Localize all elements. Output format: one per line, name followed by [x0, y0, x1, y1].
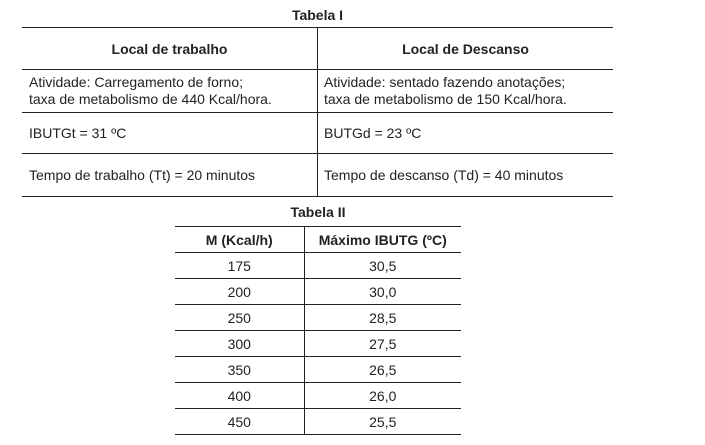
header-metabolismo: M (Kcal/h) [175, 227, 304, 253]
table-1-header-row [22, 28, 613, 70]
cell-m: 350 [175, 357, 304, 383]
table-row [22, 70, 613, 113]
table-row [175, 357, 461, 383]
table-2 [175, 226, 461, 435]
table-1 [22, 27, 613, 197]
header-local-trabalho: Local de trabalho [22, 28, 318, 70]
cell-m: 450 [175, 409, 304, 435]
cell-atividade-descanso [318, 70, 614, 113]
table-2-caption: Tabela II [290, 204, 346, 220]
cell-m: 400 [175, 383, 304, 409]
header-local-descanso: Local de Descanso [318, 28, 614, 70]
table-row [175, 305, 461, 331]
table-row [175, 279, 461, 305]
cell-m: 200 [175, 279, 304, 305]
cell-tempo-descanso: Tempo de descanso (Td) = 40 minutos [318, 154, 614, 197]
cell-max-ibutg: 30,0 [304, 279, 461, 305]
header-maximo-ibutg: Máximo IBUTG (ºC) [304, 227, 461, 253]
cell-ibutg-trabalho: IBUTGt = 31 ºC [22, 113, 318, 154]
table-2-header-row [175, 227, 461, 253]
cell-m: 175 [175, 253, 304, 279]
cell-max-ibutg: 26,0 [304, 383, 461, 409]
table-row [22, 154, 613, 197]
table-row [22, 113, 613, 154]
cell-text-line: Atividade: sentado fazendo anotações; [324, 74, 566, 90]
table-row [175, 253, 461, 279]
cell-max-ibutg: 25,5 [304, 409, 461, 435]
cell-text-line: taxa de metabolismo de 150 Kcal/hora. [324, 91, 567, 107]
cell-ibutg-descanso: BUTGd = 23 ºC [318, 113, 614, 154]
cell-text-line: Atividade: Carregamento de forno; [29, 74, 244, 90]
cell-tempo-trabalho: Tempo de trabalho (Tt) = 20 minutos [22, 154, 318, 197]
table-row [175, 331, 461, 357]
table-row [175, 383, 461, 409]
cell-m: 250 [175, 305, 304, 331]
cell-text-line: taxa de metabolismo de 440 Kcal/hora. [29, 91, 272, 107]
cell-m: 300 [175, 331, 304, 357]
table-row [175, 409, 461, 435]
cell-max-ibutg: 28,5 [304, 305, 461, 331]
cell-max-ibutg: 30,5 [304, 253, 461, 279]
cell-max-ibutg: 27,5 [304, 331, 461, 357]
cell-max-ibutg: 26,5 [304, 357, 461, 383]
cell-atividade-trabalho [22, 70, 318, 113]
table-1-caption: Tabela I [291, 7, 344, 23]
